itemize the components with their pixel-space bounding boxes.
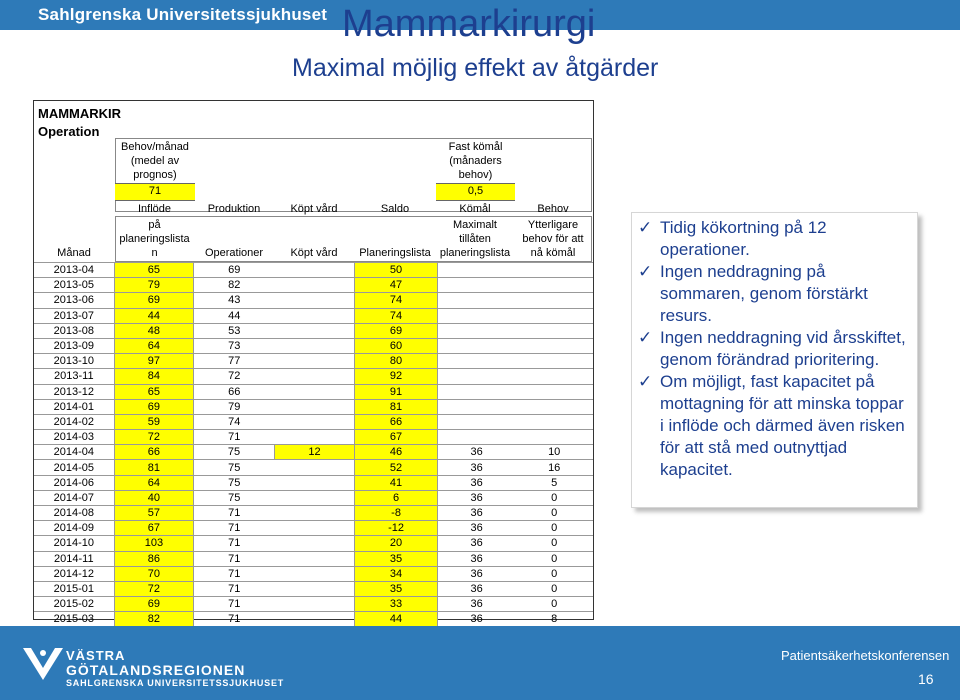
- kopt-vard-cell: [274, 551, 355, 566]
- month-cell: 2014-02: [34, 414, 114, 429]
- operations-cell: 44: [194, 308, 275, 323]
- kopt-vard-cell: [274, 460, 355, 475]
- extra-need-cell: 8: [515, 612, 593, 627]
- kopt-vard-cell: [274, 521, 355, 536]
- max-list-cell: [437, 354, 515, 369]
- bullet-item: ✓ Tidig kökortning på 12 operationer.: [638, 218, 827, 259]
- plan-inflow-cell: 40: [114, 490, 194, 505]
- bullet-item: ✓ Ingen neddragning vid årsskiftet, genom förändrad prioritering.: [638, 328, 906, 369]
- behov-label-2: (medel av: [130, 155, 180, 167]
- data-table: [34, 262, 593, 627]
- plan-inflow-cell: 86: [114, 551, 194, 566]
- extra-need-cell: 0: [515, 536, 593, 551]
- plan-inflow-cell: 70: [114, 566, 194, 581]
- planeringslista-cell: 20: [355, 536, 438, 551]
- extra-need-cell: 5: [515, 475, 593, 490]
- max-list-cell: 36: [437, 521, 515, 536]
- planeringslista-cell: 33: [355, 597, 438, 612]
- max-list-cell: [437, 414, 515, 429]
- max-list-cell: 36: [437, 460, 515, 475]
- table-row: [34, 308, 593, 323]
- max-list-cell: 36: [437, 581, 515, 596]
- logo-line-3: SAHLGRENSKA UNIVERSITETSSJUKHUSET: [66, 678, 285, 688]
- conclusions-box: [631, 212, 918, 508]
- extra-need-cell: [515, 354, 593, 369]
- table-row: [34, 581, 593, 596]
- extra-need-cell: [515, 430, 593, 445]
- operations-cell: 72: [194, 369, 275, 384]
- table-row: [34, 323, 593, 338]
- month-cell: 2013-05: [34, 278, 114, 293]
- extra-need-cell: 0: [515, 551, 593, 566]
- behov-value: 71: [115, 183, 195, 201]
- planeringslista-cell: 67: [355, 430, 438, 445]
- planeringslista-cell: 52: [355, 460, 438, 475]
- footer-banner: [0, 626, 960, 700]
- conference-name: Patientsäkerhetskonferensen: [781, 648, 950, 663]
- vgr-logo-icon: [22, 644, 64, 682]
- planeringslista-cell: -8: [355, 506, 438, 521]
- page-subtitle: Maximal möjlig effekt av åtgärder: [292, 54, 659, 82]
- kopt-vard-cell: [274, 308, 355, 323]
- col-ytter-3: nå kömål: [530, 247, 576, 259]
- planeringslista-cell: 69: [355, 323, 438, 338]
- extra-need-cell: 10: [515, 445, 593, 460]
- table-row: [34, 612, 593, 627]
- max-list-cell: [437, 369, 515, 384]
- operations-cell: 73: [194, 338, 275, 353]
- month-cell: 2014-06: [34, 475, 114, 490]
- kopt-vard-cell: [274, 414, 355, 429]
- operations-cell: 82: [194, 278, 275, 293]
- table-row: [34, 490, 593, 505]
- planeringslista-cell: 80: [355, 354, 438, 369]
- plan-inflow-cell: 82: [114, 612, 194, 627]
- max-list-cell: 36: [437, 490, 515, 505]
- max-list-cell: [437, 278, 515, 293]
- month-cell: 2013-09: [34, 338, 114, 353]
- month-cell: 2013-04: [34, 263, 114, 278]
- extra-need-cell: 0: [515, 490, 593, 505]
- month-cell: 2013-12: [34, 384, 114, 399]
- col-planeringslista: Planeringslista: [359, 247, 431, 259]
- planeringslista-cell: 41: [355, 475, 438, 490]
- kopt-vard-cell: [274, 566, 355, 581]
- max-list-cell: [437, 338, 515, 353]
- extra-need-cell: 0: [515, 506, 593, 521]
- extra-need-cell: [515, 414, 593, 429]
- plan-inflow-cell: 65: [114, 384, 194, 399]
- fast-label-3: behov): [458, 169, 493, 181]
- plan-inflow-cell: 72: [114, 430, 194, 445]
- plan-inflow-cell: 67: [114, 521, 194, 536]
- kopt-vard-cell: [274, 506, 355, 521]
- extra-need-cell: [515, 338, 593, 353]
- month-cell: 2014-12: [34, 566, 114, 581]
- kopt-vard-cell: [274, 430, 355, 445]
- behov-label-1: Behov/månad: [121, 141, 189, 153]
- sheet-title: MAMMARKIR: [38, 106, 122, 121]
- table-row: [34, 506, 593, 521]
- kopt-vard-cell: [274, 475, 355, 490]
- operations-cell: 66: [194, 384, 275, 399]
- fast-label-1: Fast kömål: [448, 141, 503, 153]
- max-list-cell: 36: [437, 536, 515, 551]
- extra-need-cell: 0: [515, 581, 593, 596]
- kopt-vard-cell: 12: [274, 445, 355, 460]
- extra-need-cell: 0: [515, 521, 593, 536]
- col-plan-1: på: [148, 219, 161, 231]
- table-row: [34, 354, 593, 369]
- col-kopt-vard: Köpt vård: [290, 247, 338, 259]
- operations-cell: 71: [194, 430, 275, 445]
- fast-label-2: (månaders: [449, 155, 502, 167]
- operations-cell: 43: [194, 293, 275, 308]
- plan-inflow-cell: 69: [114, 399, 194, 414]
- operations-cell: 71: [194, 521, 275, 536]
- extra-need-cell: [515, 323, 593, 338]
- planeringslista-cell: 44: [355, 612, 438, 627]
- kopt-vard-cell: [274, 490, 355, 505]
- col-ytter-2: behov för att: [522, 233, 584, 245]
- plan-inflow-cell: 64: [114, 338, 194, 353]
- kopt-vard-cell: [274, 323, 355, 338]
- kopt-vard-cell: [274, 263, 355, 278]
- operations-cell: 71: [194, 536, 275, 551]
- max-list-cell: [437, 293, 515, 308]
- max-list-cell: [437, 308, 515, 323]
- col-operations: Operationer: [204, 247, 264, 259]
- operations-cell: 71: [194, 551, 275, 566]
- max-list-cell: [437, 384, 515, 399]
- plan-inflow-cell: 69: [114, 597, 194, 612]
- plan-inflow-cell: 103: [114, 536, 194, 551]
- planeringslista-cell: 47: [355, 278, 438, 293]
- plan-inflow-cell: 64: [114, 475, 194, 490]
- check-icon: ✓: [638, 262, 653, 281]
- table-row: [34, 414, 593, 429]
- operations-cell: 75: [194, 460, 275, 475]
- plan-inflow-cell: 97: [114, 354, 194, 369]
- extra-need-cell: 0: [515, 566, 593, 581]
- col-plan-2: planeringslista: [119, 233, 190, 245]
- month-cell: 2013-06: [34, 293, 114, 308]
- max-list-cell: [437, 323, 515, 338]
- planeringslista-cell: 35: [355, 581, 438, 596]
- plan-inflow-cell: 48: [114, 323, 194, 338]
- operations-cell: 71: [194, 581, 275, 596]
- plan-inflow-cell: 81: [114, 460, 194, 475]
- table-row: [34, 369, 593, 384]
- kopt-vard-cell: [274, 384, 355, 399]
- operations-cell: 77: [194, 354, 275, 369]
- page-number: 16: [918, 671, 934, 687]
- month-cell: 2014-09: [34, 521, 114, 536]
- kopt-vard-cell: [274, 354, 355, 369]
- month-cell: 2014-05: [34, 460, 114, 475]
- planeringslista-cell: 60: [355, 338, 438, 353]
- logo-line-1: VÄSTRA: [66, 648, 126, 663]
- planeringslista-cell: 74: [355, 308, 438, 323]
- grey-kopt-vard: Köpt vård: [290, 203, 338, 215]
- table-row: [34, 445, 593, 460]
- month-cell: 2015-02: [34, 597, 114, 612]
- hospital-name: Sahlgrenska Universitetssjukhuset: [38, 5, 328, 24]
- plan-inflow-cell: 66: [114, 445, 194, 460]
- page-title: Mammarkirurgi: [342, 3, 596, 45]
- table-row: [34, 475, 593, 490]
- max-list-cell: [437, 263, 515, 278]
- max-list-cell: 36: [437, 551, 515, 566]
- max-list-cell: [437, 430, 515, 445]
- sheet-subtitle: Operation: [38, 124, 100, 139]
- max-list-cell: 36: [437, 445, 515, 460]
- operations-cell: 75: [194, 475, 275, 490]
- spreadsheet-panel: [33, 100, 594, 626]
- table-row: [34, 521, 593, 536]
- operations-cell: 75: [194, 445, 275, 460]
- col-max-3: planeringslista: [439, 247, 511, 259]
- max-list-cell: 36: [437, 506, 515, 521]
- operations-cell: 71: [194, 612, 275, 627]
- table-row: [34, 460, 593, 475]
- operations-cell: 75: [194, 490, 275, 505]
- extra-need-cell: [515, 384, 593, 399]
- planeringslista-cell: 91: [355, 384, 438, 399]
- kopt-vard-cell: [274, 278, 355, 293]
- col-plan-3: n: [151, 247, 158, 259]
- max-list-cell: 36: [437, 566, 515, 581]
- planeringslista-cell: 92: [355, 369, 438, 384]
- logo-line-2: GÖTALANDSREGIONEN: [66, 662, 246, 678]
- month-cell: 2014-07: [34, 490, 114, 505]
- fast-value: 0,5: [436, 183, 515, 201]
- bullet-item: ✓ Ingen neddragning på sommaren, genom förstärkt resurs.: [638, 262, 868, 325]
- table-row: [34, 338, 593, 353]
- month-cell: 2014-10: [34, 536, 114, 551]
- planeringslista-cell: 46: [355, 445, 438, 460]
- col-ytter-1: Ytterligare: [527, 219, 579, 231]
- kopt-vard-cell: [274, 369, 355, 384]
- bullet-item: ✓ Om möjligt, fast kapacitet på mottagning för att minska toppar i inflöde och därmed även risken för att stå med outnyttjad kapacitet.: [638, 372, 905, 479]
- col-month: Månad: [57, 247, 91, 259]
- planeringslista-cell: 34: [355, 566, 438, 581]
- extra-need-cell: [515, 399, 593, 414]
- kopt-vard-cell: [274, 597, 355, 612]
- month-cell: 2013-10: [34, 354, 114, 369]
- table-row: [34, 263, 593, 278]
- planeringslista-cell: -12: [355, 521, 438, 536]
- planeringslista-cell: 66: [355, 414, 438, 429]
- operations-cell: 74: [194, 414, 275, 429]
- plan-inflow-cell: 69: [114, 293, 194, 308]
- planeringslista-cell: 6: [355, 490, 438, 505]
- grey-inflode: Inflöde: [137, 203, 172, 215]
- plan-inflow-cell: 57: [114, 506, 194, 521]
- table-row: [34, 430, 593, 445]
- operations-cell: 79: [194, 399, 275, 414]
- extra-need-cell: [515, 308, 593, 323]
- month-cell: 2014-03: [34, 430, 114, 445]
- extra-need-cell: [515, 278, 593, 293]
- month-cell: 2013-07: [34, 308, 114, 323]
- planeringslista-cell: 50: [355, 263, 438, 278]
- max-list-cell: 36: [437, 597, 515, 612]
- plan-inflow-cell: 59: [114, 414, 194, 429]
- table-row: [34, 384, 593, 399]
- extra-need-cell: 16: [515, 460, 593, 475]
- table-row: [34, 597, 593, 612]
- max-list-cell: 36: [437, 612, 515, 627]
- col-max-2: tillåten: [459, 233, 491, 245]
- table-row: [34, 566, 593, 581]
- table-row: [34, 399, 593, 414]
- table-row: [34, 536, 593, 551]
- table-row: [34, 551, 593, 566]
- table-row: [34, 278, 593, 293]
- month-cell: 2015-03: [34, 612, 114, 627]
- kopt-vard-cell: [274, 612, 355, 627]
- kopt-vard-cell: [274, 399, 355, 414]
- planeringslista-cell: 35: [355, 551, 438, 566]
- month-cell: 2013-11: [34, 369, 114, 384]
- plan-inflow-cell: 79: [114, 278, 194, 293]
- col-max-1: Maximalt: [452, 219, 497, 231]
- month-cell: 2013-08: [34, 323, 114, 338]
- plan-inflow-cell: 65: [114, 263, 194, 278]
- month-cell: 2014-01: [34, 399, 114, 414]
- grey-produktion: Produktion: [207, 203, 261, 215]
- month-cell: 2014-04: [34, 445, 114, 460]
- operations-cell: 53: [194, 323, 275, 338]
- grey-behov: Behov: [537, 203, 569, 215]
- extra-need-cell: [515, 293, 593, 308]
- grey-saldo: Saldo: [380, 203, 410, 215]
- kopt-vard-cell: [274, 536, 355, 551]
- plan-inflow-cell: 84: [114, 369, 194, 384]
- operations-cell: 71: [194, 597, 275, 612]
- check-icon: ✓: [638, 218, 653, 237]
- grey-komal: Kömål: [459, 203, 491, 215]
- extra-need-cell: [515, 369, 593, 384]
- extra-need-cell: [515, 263, 593, 278]
- operations-cell: 69: [194, 263, 275, 278]
- kopt-vard-cell: [274, 338, 355, 353]
- planeringslista-cell: 74: [355, 293, 438, 308]
- plan-inflow-cell: 44: [114, 308, 194, 323]
- kopt-vard-cell: [274, 293, 355, 308]
- planeringslista-cell: 81: [355, 399, 438, 414]
- plan-inflow-cell: 72: [114, 581, 194, 596]
- kopt-vard-cell: [274, 581, 355, 596]
- check-icon: ✓: [638, 328, 653, 347]
- month-cell: 2015-01: [34, 581, 114, 596]
- behov-label-3: prognos): [133, 169, 177, 181]
- check-icon: ✓: [638, 372, 653, 391]
- max-list-cell: 36: [437, 475, 515, 490]
- operations-cell: 71: [194, 506, 275, 521]
- extra-need-cell: 0: [515, 597, 593, 612]
- max-list-cell: [437, 399, 515, 414]
- month-cell: 2014-11: [34, 551, 114, 566]
- operations-cell: 71: [194, 566, 275, 581]
- table-row: [34, 293, 593, 308]
- month-cell: 2014-08: [34, 506, 114, 521]
